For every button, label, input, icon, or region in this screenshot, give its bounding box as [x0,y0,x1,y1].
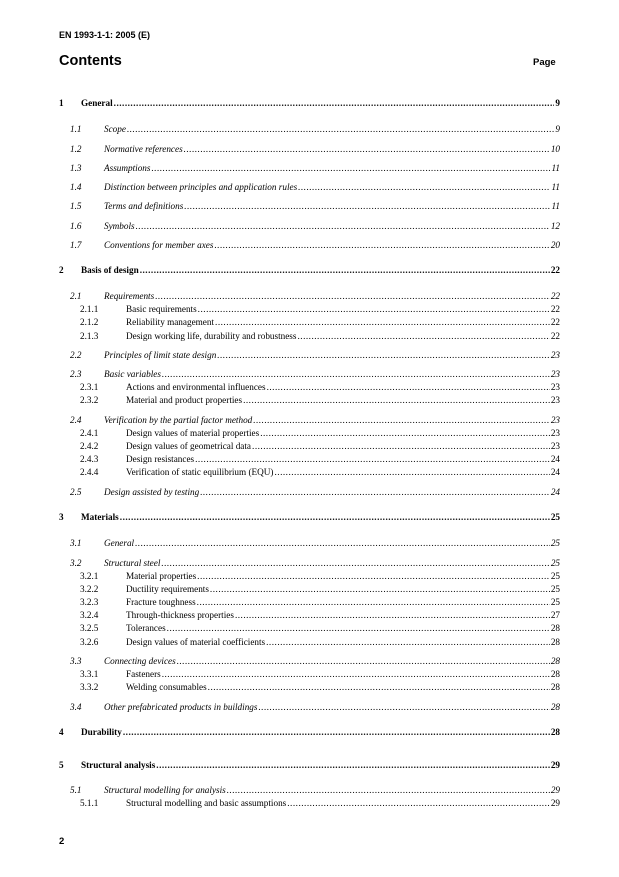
toc-entry-number: 3.3.2 [80,682,99,692]
dot-leader [162,669,550,680]
toc-entry-title: Symbols [104,221,135,231]
toc-entry[interactable] [59,453,560,465]
toc-entry-number: 2.4.3 [80,454,99,464]
toc-entry-title: Actions and environmental influences [126,382,266,392]
toc-entry-number: 2.4.4 [80,467,99,477]
toc-entry[interactable] [59,264,560,276]
toc-entry-number: 3.3 [70,656,82,666]
toc-entry-page: 12 [550,221,560,231]
toc-entry-title: Structural modelling and basic assumptions [126,798,287,808]
toc-entry-page: 22 [550,331,560,341]
toc-entry[interactable] [59,349,560,361]
toc-entry-number: 1.5 [70,201,82,211]
toc-entry-title: Verification of static equilibrium (EQU) [126,467,274,477]
toc-entry-page: 20 [550,240,560,250]
dot-leader [227,785,550,796]
dot-leader [127,124,554,135]
dot-leader [151,163,550,174]
toc-entry-number: 3.2.3 [80,597,99,607]
toc-entry-number: 3.2.5 [80,623,99,633]
toc-entry[interactable] [59,290,560,302]
dot-leader [197,571,550,582]
dot-leader [135,538,550,549]
toc-entry-title: Basic variables [104,369,161,379]
toc-entry-page: 25 [550,512,560,522]
toc-entry-number: 3.2.1 [80,571,99,581]
toc-entry-page: 28 [550,702,560,712]
dot-leader [287,798,550,809]
toc-entry-page: 25 [550,558,560,568]
dot-leader [252,441,550,452]
toc-entry[interactable] [59,143,560,155]
toc-entry[interactable] [59,609,560,621]
toc-entry-page: 10 [550,144,560,154]
toc-entry-page: 11 [551,163,560,173]
toc-entry-number: 1.2 [70,144,82,154]
toc-entry-title: Tolerances [126,623,166,633]
toc-entry[interactable] [59,381,560,393]
toc-entry[interactable] [59,394,560,406]
toc-entry-number: 3 [59,512,64,522]
toc-entry-number: 1.6 [70,221,82,231]
toc-entry-page: 11 [551,182,560,192]
toc-entry-page: 22 [550,317,560,327]
dot-leader [253,415,550,426]
toc-entry-page: 24 [550,467,560,477]
toc-entry-title: Basis of design [81,265,139,275]
toc-entry-title: Distinction between principles and application rules [104,182,298,192]
dot-leader [140,265,550,276]
toc-entry-title: Structural modelling for analysis [104,785,226,795]
dot-leader [120,512,550,523]
toc-entry[interactable] [59,784,560,796]
toc-entry-number: 1 [59,98,64,108]
toc-entry[interactable] [59,537,560,549]
toc-entry-title: Welding consumables [126,682,207,692]
toc-entry-title: Terms and definitions [104,201,184,211]
dot-leader [123,727,550,738]
dot-leader [197,597,550,608]
toc-entry-page: 28 [550,656,560,666]
toc-entry-number: 2.3 [70,369,82,379]
toc-entry-page: 24 [550,454,560,464]
toc-entry-title: General [104,538,135,548]
toc-entry[interactable] [59,759,560,771]
toc-entry[interactable] [59,596,560,608]
dot-leader [210,584,550,595]
toc-entry[interactable] [59,726,560,738]
dot-leader [214,240,549,251]
toc-entry-title: Durability [81,727,122,737]
toc-entry[interactable] [59,486,560,498]
toc-entry-number: 1.3 [70,163,82,173]
toc-entry-title: Fasteners [126,669,161,679]
dot-leader [161,558,549,569]
toc-entry[interactable] [59,622,560,634]
toc-entry-number: 2.1 [70,291,82,301]
toc-entry-title: Fracture toughness [126,597,196,607]
toc-entry-number: 2.4 [70,415,82,425]
toc-entry-number: 5.1.1 [80,798,99,808]
toc-entry[interactable] [59,701,560,713]
dot-leader [155,291,550,302]
dot-leader [162,369,550,380]
toc-entry-title: Conventions for member axes [104,240,214,250]
toc-entry[interactable] [59,466,560,478]
toc-entry-page: 27 [550,610,560,620]
toc-entry[interactable] [59,200,560,212]
dot-leader [215,317,550,328]
toc-entry-title: Reliability management [126,317,215,327]
toc-entry-title: Design values of material properties [126,428,260,438]
toc-entry-page: 11 [551,201,560,211]
toc-entry-title: General [81,98,113,108]
toc-entry-title: Structural steel [104,558,161,568]
toc-entry-title: Other prefabricated products in buildings [104,702,258,712]
toc-entry[interactable] [59,239,560,251]
toc-entry-page: 25 [550,597,560,607]
toc-entry-title: Design resistances [126,454,195,464]
toc-entry[interactable] [59,570,560,582]
toc-entry[interactable] [59,97,560,109]
toc-entry-number: 2.1.2 [80,317,99,327]
dot-leader [258,702,549,713]
dot-leader [298,182,550,193]
toc-entry-number: 1.4 [70,182,82,192]
toc-entry-number: 4 [59,727,64,737]
toc-entry-page: 23 [550,441,560,451]
dot-leader [243,395,550,406]
dot-leader [184,201,550,212]
toc-entry-number: 2.2 [70,350,82,360]
toc-entry-title: Material and product properties [126,395,243,405]
toc-entry-page: 22 [550,265,560,275]
toc-entry-page: 9 [555,98,560,108]
toc-entry[interactable] [59,511,560,523]
dot-leader [156,760,550,771]
toc-entry-title: Basic requirements [126,304,197,314]
toc-entry-page: 22 [550,291,560,301]
toc-entry-title: Design assisted by testing [104,487,200,497]
toc-entry-number: 2.1.1 [80,304,99,314]
toc-entry-number: 1.7 [70,240,82,250]
toc-entry-number: 5.1 [70,785,82,795]
toc-entry-title: Connecting devices [104,656,176,666]
toc-entry-title: Ductility requirements [126,584,209,594]
document-id: EN 1993-1-1: 2005 (E) [59,30,151,40]
page-title: Contents [59,53,122,69]
toc-entry-page: 29 [550,785,560,795]
toc-entry-page: 9 [555,124,560,134]
toc-entry-title: Design working life, durability and robustness [126,331,297,341]
dot-leader [208,682,550,693]
toc-entry-page: 24 [550,487,560,497]
toc-entry-page: 28 [550,682,560,692]
toc-entry-number: 3.2.2 [80,584,99,594]
toc-entry-title: Assumptions [104,163,151,173]
dot-leader [184,144,550,155]
toc-entry-page: 29 [550,760,560,770]
toc-entry-page: 25 [550,584,560,594]
toc-entry-title: Normative references [104,144,183,154]
toc-entry[interactable] [59,655,560,667]
toc-entry[interactable] [59,797,560,809]
toc-entry-number: 3.2.6 [80,637,99,647]
toc-entry-page: 23 [550,395,560,405]
dot-leader [200,487,550,498]
toc-entry-number: 2 [59,265,64,275]
dot-leader [167,623,550,634]
toc-entry[interactable] [59,557,560,569]
dot-leader [297,331,549,342]
toc-entry[interactable] [59,220,560,232]
toc-entry[interactable] [59,316,560,328]
toc-entry[interactable] [59,636,560,648]
toc-entry-title: Design values of material coefficients [126,637,266,647]
dot-leader [217,350,550,361]
toc-entry-title: Structural analysis [81,760,156,770]
toc-entry-title: Scope [104,124,126,134]
dot-leader [177,656,550,667]
toc-entry-number: 2.3.1 [80,382,99,392]
dot-leader [266,637,550,648]
toc-entry-number: 3.3.1 [80,669,99,679]
toc-entry-title: Through-thickness properties [126,610,234,620]
dot-leader [195,454,550,465]
toc-entry-page: 28 [550,727,560,737]
toc-entry-page: 23 [550,350,560,360]
toc-entry-number: 5 [59,760,64,770]
toc-entry-number: 2.3.2 [80,395,99,405]
dot-leader [267,382,550,393]
toc-entry[interactable] [59,414,560,426]
dot-leader [274,467,549,478]
toc-entry-title: Verification by the partial factor method [104,415,253,425]
toc-entry[interactable] [59,668,560,680]
toc-entry[interactable] [59,368,560,380]
toc-entry-title: Material properties [126,571,197,581]
toc-entry-number: 2.5 [70,487,82,497]
toc-entry-page: 23 [550,369,560,379]
toc-entry-number: 2.1.3 [80,331,99,341]
dot-leader [198,304,550,315]
toc-entry-number: 3.4 [70,702,82,712]
toc-entry[interactable] [59,181,560,193]
toc-entry-title: Materials [81,512,119,522]
toc-entry-number: 2.4.1 [80,428,99,438]
toc-entry-page: 28 [550,637,560,647]
toc-entry[interactable] [59,440,560,452]
toc-entry[interactable] [59,427,560,439]
toc-entry-number: 3.2.4 [80,610,99,620]
toc-entry-number: 1.1 [70,124,82,134]
toc-entry[interactable] [59,162,560,174]
toc-entry-page: 23 [550,382,560,392]
toc-entry-number: 3.2 [70,558,82,568]
toc-entry-page: 29 [550,798,560,808]
dot-leader [114,98,555,109]
toc-entry-number: 3.1 [70,538,82,548]
toc-entry[interactable] [59,583,560,595]
toc-entry-page: 22 [550,304,560,314]
toc-entry[interactable] [59,681,560,693]
page-column-label: Page [533,57,556,68]
toc-entry[interactable] [59,123,560,135]
toc-entry-title: Requirements [104,291,155,301]
toc-entry-page: 28 [550,623,560,633]
toc-entry[interactable] [59,303,560,315]
toc-entry[interactable] [59,330,560,342]
toc-entry-page: 23 [550,428,560,438]
toc-entry-page: 25 [550,538,560,548]
toc-entry-title: Design values of geometrical data [126,441,252,451]
dot-leader [235,610,550,621]
toc-entry-page: 28 [550,669,560,679]
toc-entry-page: 23 [550,415,560,425]
dot-leader [260,428,550,439]
toc-entry-title: Principles of limit state design [104,350,217,360]
dot-leader [136,221,550,232]
toc-entry-page: 25 [550,571,560,581]
toc-entry-number: 2.4.2 [80,441,99,451]
footer-page-number: 2 [59,836,65,847]
